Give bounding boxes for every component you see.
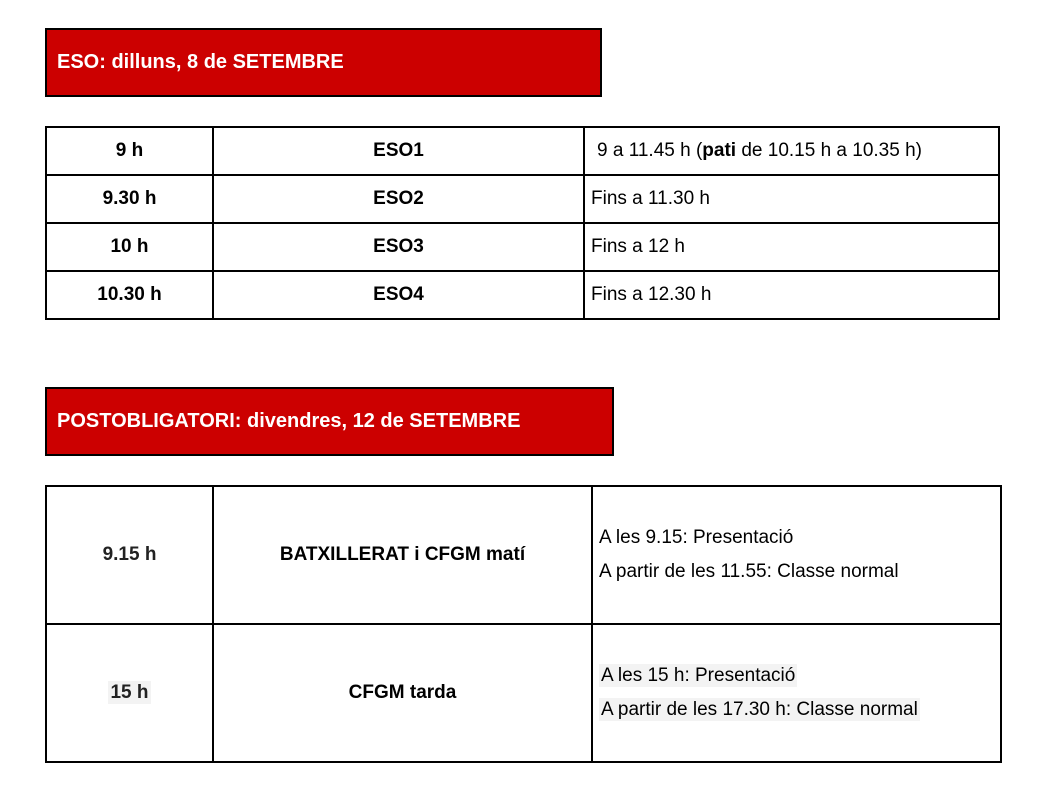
eso-date-banner (45, 28, 602, 97)
post-schedule-table (45, 485, 1002, 763)
post-time-cell: 9.15 h (46, 486, 213, 624)
post-banner-text: POSTOBLIGATORI: divendres, 12 de SETEMBRE (57, 410, 521, 432)
table-row (46, 271, 999, 319)
eso-time-cell: 10.30 h (46, 271, 213, 319)
eso-group-cell: ESO1 (213, 127, 584, 175)
eso-time-cell: 9 h (46, 127, 213, 175)
eso-detail-cell: Fins a 12 h (584, 223, 999, 271)
post-detail-cell (592, 486, 1001, 624)
table-row (46, 223, 999, 271)
presentation-line: A les 9.15: Presentació (599, 527, 794, 548)
presentation-text: A les 15 h: Presentació (601, 665, 796, 686)
time-text: 15 h (110, 682, 149, 703)
post-detail-cell (592, 624, 1001, 762)
table-row (46, 486, 1001, 624)
post-date-banner (45, 387, 614, 456)
post-time-cell (46, 624, 213, 762)
normal-class-line (599, 699, 1000, 721)
table-row (46, 127, 999, 175)
eso-schedule-table (45, 126, 1000, 320)
table-row (46, 624, 1001, 762)
eso-group-cell: ESO3 (213, 223, 584, 271)
post-group-cell: BATXILLERAT i CFGM matí (213, 486, 592, 624)
post-group-cell: CFGM tarda (213, 624, 592, 762)
eso-detail-cell (584, 127, 999, 175)
table-row (46, 175, 999, 223)
detail-text: de 10.15 h a 10.35 h) (736, 140, 922, 161)
eso-detail-cell: Fins a 11.30 h (584, 175, 999, 223)
eso-group-cell: ESO2 (213, 175, 584, 223)
eso-time-cell: 10 h (46, 223, 213, 271)
presentation-line (599, 665, 1000, 687)
eso-detail-cell: Fins a 12.30 h (584, 271, 999, 319)
eso-time-cell: 9.30 h (46, 175, 213, 223)
detail-text: 9 a 11.45 h ( (597, 140, 703, 161)
eso-group-cell: ESO4 (213, 271, 584, 319)
normal-class-line: A partir de les 11.55: Classe normal (599, 561, 899, 582)
detail-bold-text: pati (702, 140, 737, 161)
normal-class-text: A partir de les 17.30 h: Classe normal (601, 699, 918, 720)
eso-banner-text: ESO: dilluns, 8 de SETEMBRE (57, 51, 344, 73)
